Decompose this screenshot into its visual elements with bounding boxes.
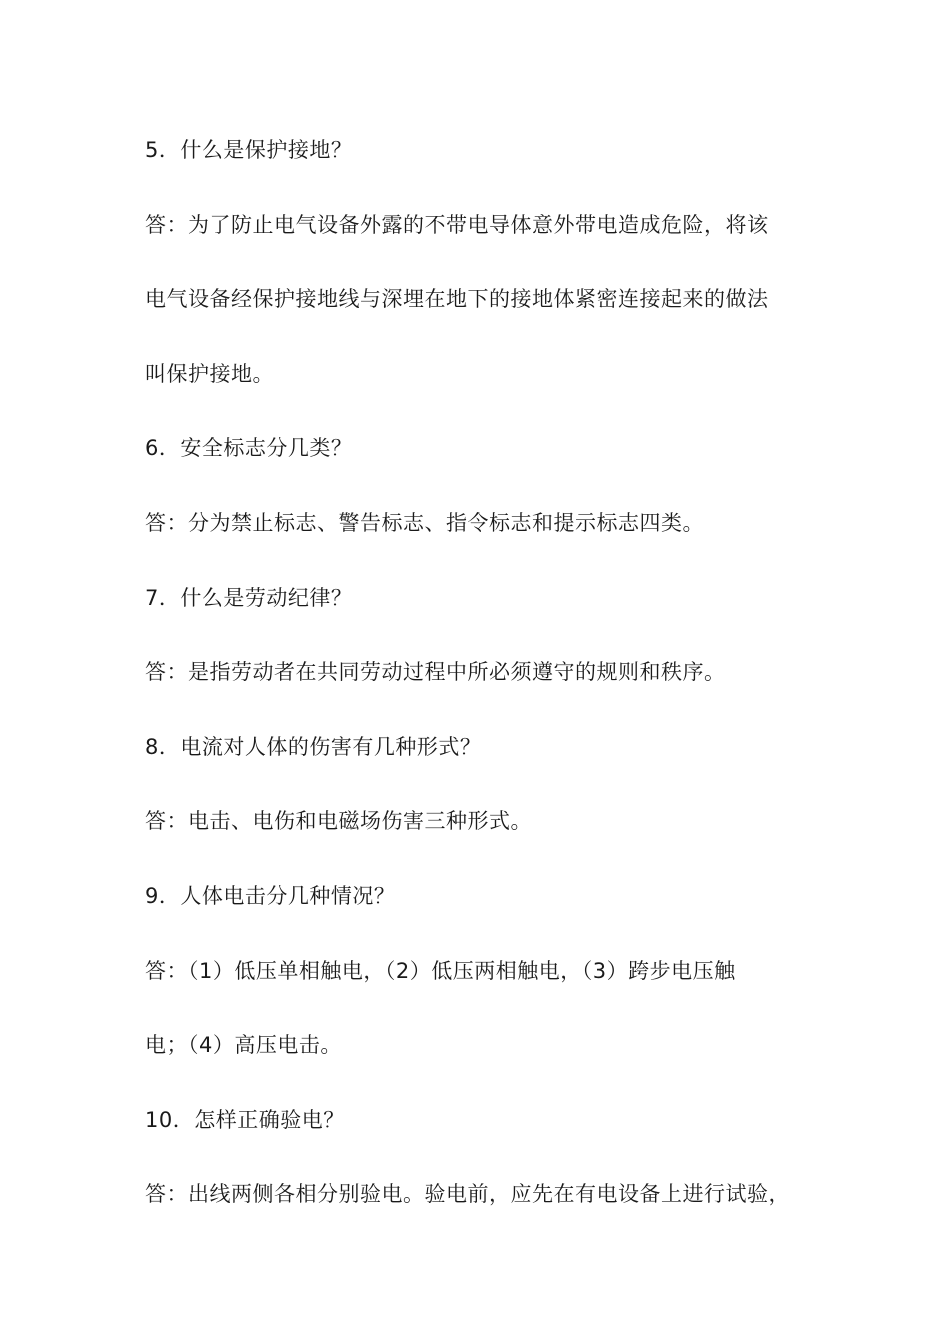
document-body: [145, 131, 825, 1250]
answer-6: 答：分为禁止标志、警告标志、指令标志和提示标志四类。: [145, 510, 704, 535]
answer-5-line-3: 叫保护接地。: [145, 361, 274, 386]
answer-5-line-2: 电气设备经保护接地线与深埋在地下的接地体紧密连接起来的做法: [145, 287, 769, 312]
question-5: 5．什么是保护接地？: [145, 138, 353, 162]
answer-5-line-1: 答：为了防止电气设备外露的不带电导体意外带电造成危险，将该: [145, 212, 769, 237]
answer-7: 答：是指劳动者在共同劳动过程中所必须遵守的规则和秩序。: [145, 660, 726, 685]
answer-9-line-2: 电；（4）高压电击。: [145, 1033, 342, 1058]
answer-10-line-1: 答：出线两侧各相分别验电。验电前，应先在有电设备上进行试验，: [145, 1182, 790, 1207]
question-9: 9．人体电击分几种情况？: [145, 883, 396, 908]
question-7: 7．什么是劳动纪律？: [145, 585, 353, 610]
answer-9-line-1: 答：（1）低压单相触电，（2）低压两相触电，（3）跨步电压触: [145, 958, 736, 983]
question-6: 6．安全标志分几类？: [145, 436, 353, 461]
question-10: 10．怎样正确验电？: [145, 1107, 345, 1132]
question-8: 8．电流对人体的伤害有几种形式？: [145, 734, 482, 759]
answer-8: 答：电击、电伤和电磁场伤害三种形式。: [145, 809, 532, 834]
